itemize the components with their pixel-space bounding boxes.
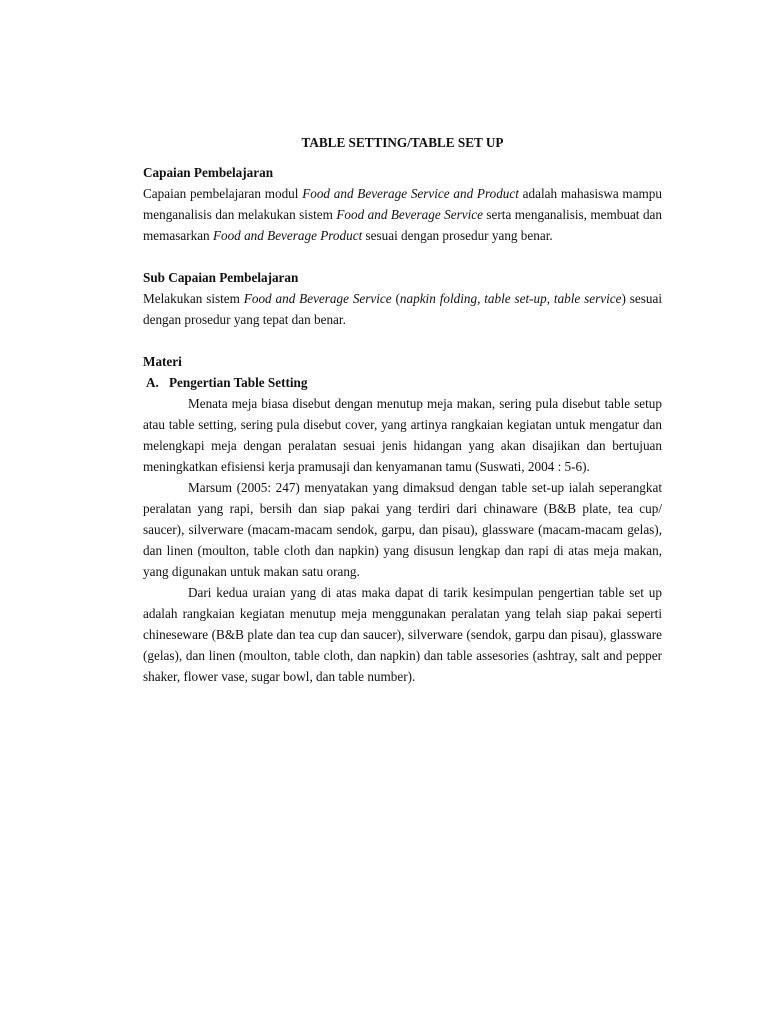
text-span: Melakukan sistem [143,291,244,306]
text-span: Capaian pembelajaran modul [143,186,303,201]
materi-paragraph-1: Menata meja biasa disebut dengan menutup meja makan, sering pula disebut table setup atau table setting, sering pula disebut cover, yang artinya rangkaian kegiatan untuk mengatur dan melengkapi meja dengan peralatan sesuai jenis hidangan yang akan disajikan dan bertujuan meningkatkan efisiensi kerja pramusaji dan kenyamanan tamu (Suswati, 2004 : 5-6). [143,396,662,474]
materi-paragraph-3: Dari kedua uraian yang di atas maka dapat di tarik kesimpulan pengertian table set up adalah rangkaian kegiatan menutup meja menggunakan peralatan yang telah siap pakai seperti chineseware (B&B plate dan tea cup dan saucer), silverware (sendok, garpu dan pisau), glassware (gelas), dan linen (moulton, table cloth, dan napkin) dan table assesories (ashtray, salt and pepper shaker, flower vase, sugar bowl, dan table number). [143,585,662,684]
italic-span: Food and Beverage Product [212,228,363,243]
capaian-paragraph [143,183,662,246]
document-body [143,132,662,687]
text-span: serta menganalisis, membuat dan memasarkan [143,207,662,243]
sub-capaian-paragraph [143,288,662,330]
italic-span: Food and Beverage Service [243,291,392,306]
text-span: , [546,291,554,306]
spacer [143,330,662,351]
text-span: ( [391,291,400,306]
text-span: adalah mahasiswa mampu menganalisis dan melakukan sistem [143,186,662,222]
italic-span: napkin folding [399,291,478,306]
materi-heading: Materi [143,354,182,369]
document-title: TABLE SETTING/TABLE SET UP [301,135,504,150]
materi-paragraph-2: Marsum (2005: 247) menyatakan yang dimaksud dengan table set-up ialah seperangkat peralatan yang rapi, bersih dan siap pakai yang terdiri dari chinaware (B&B plate, tea cup/ saucer), silverware (macam-macam sendok, garpu, dan pisau), glassware (macam-macam gelas), dan linen (moulton, table cloth dan napkin) yang disusun lengkap dan rapi di atas meja makan, yang digunakan untuk makan satu orang. [143,480,662,579]
text-span: ) sesuai dengan prosedur yang tepat dan benar. [143,291,663,327]
section-a-letter: A. [146,375,159,390]
section-a-heading [146,372,662,393]
italic-span: Food and Beverage Service [336,207,483,222]
capaian-heading: Capaian Pembelajaran [143,165,274,180]
italic-span: Food and Beverage Service and Product [302,186,519,201]
italic-span: table service [553,291,622,306]
spacer [143,246,662,267]
sub-capaian-heading: Sub Capaian Pembelajaran [143,270,299,285]
section-a-title: Pengertian Table Setting [169,375,308,390]
text-span: sesuai dengan prosedur yang benar. [362,228,553,243]
italic-span: table set-up [484,291,547,306]
text-span: , [477,291,485,306]
